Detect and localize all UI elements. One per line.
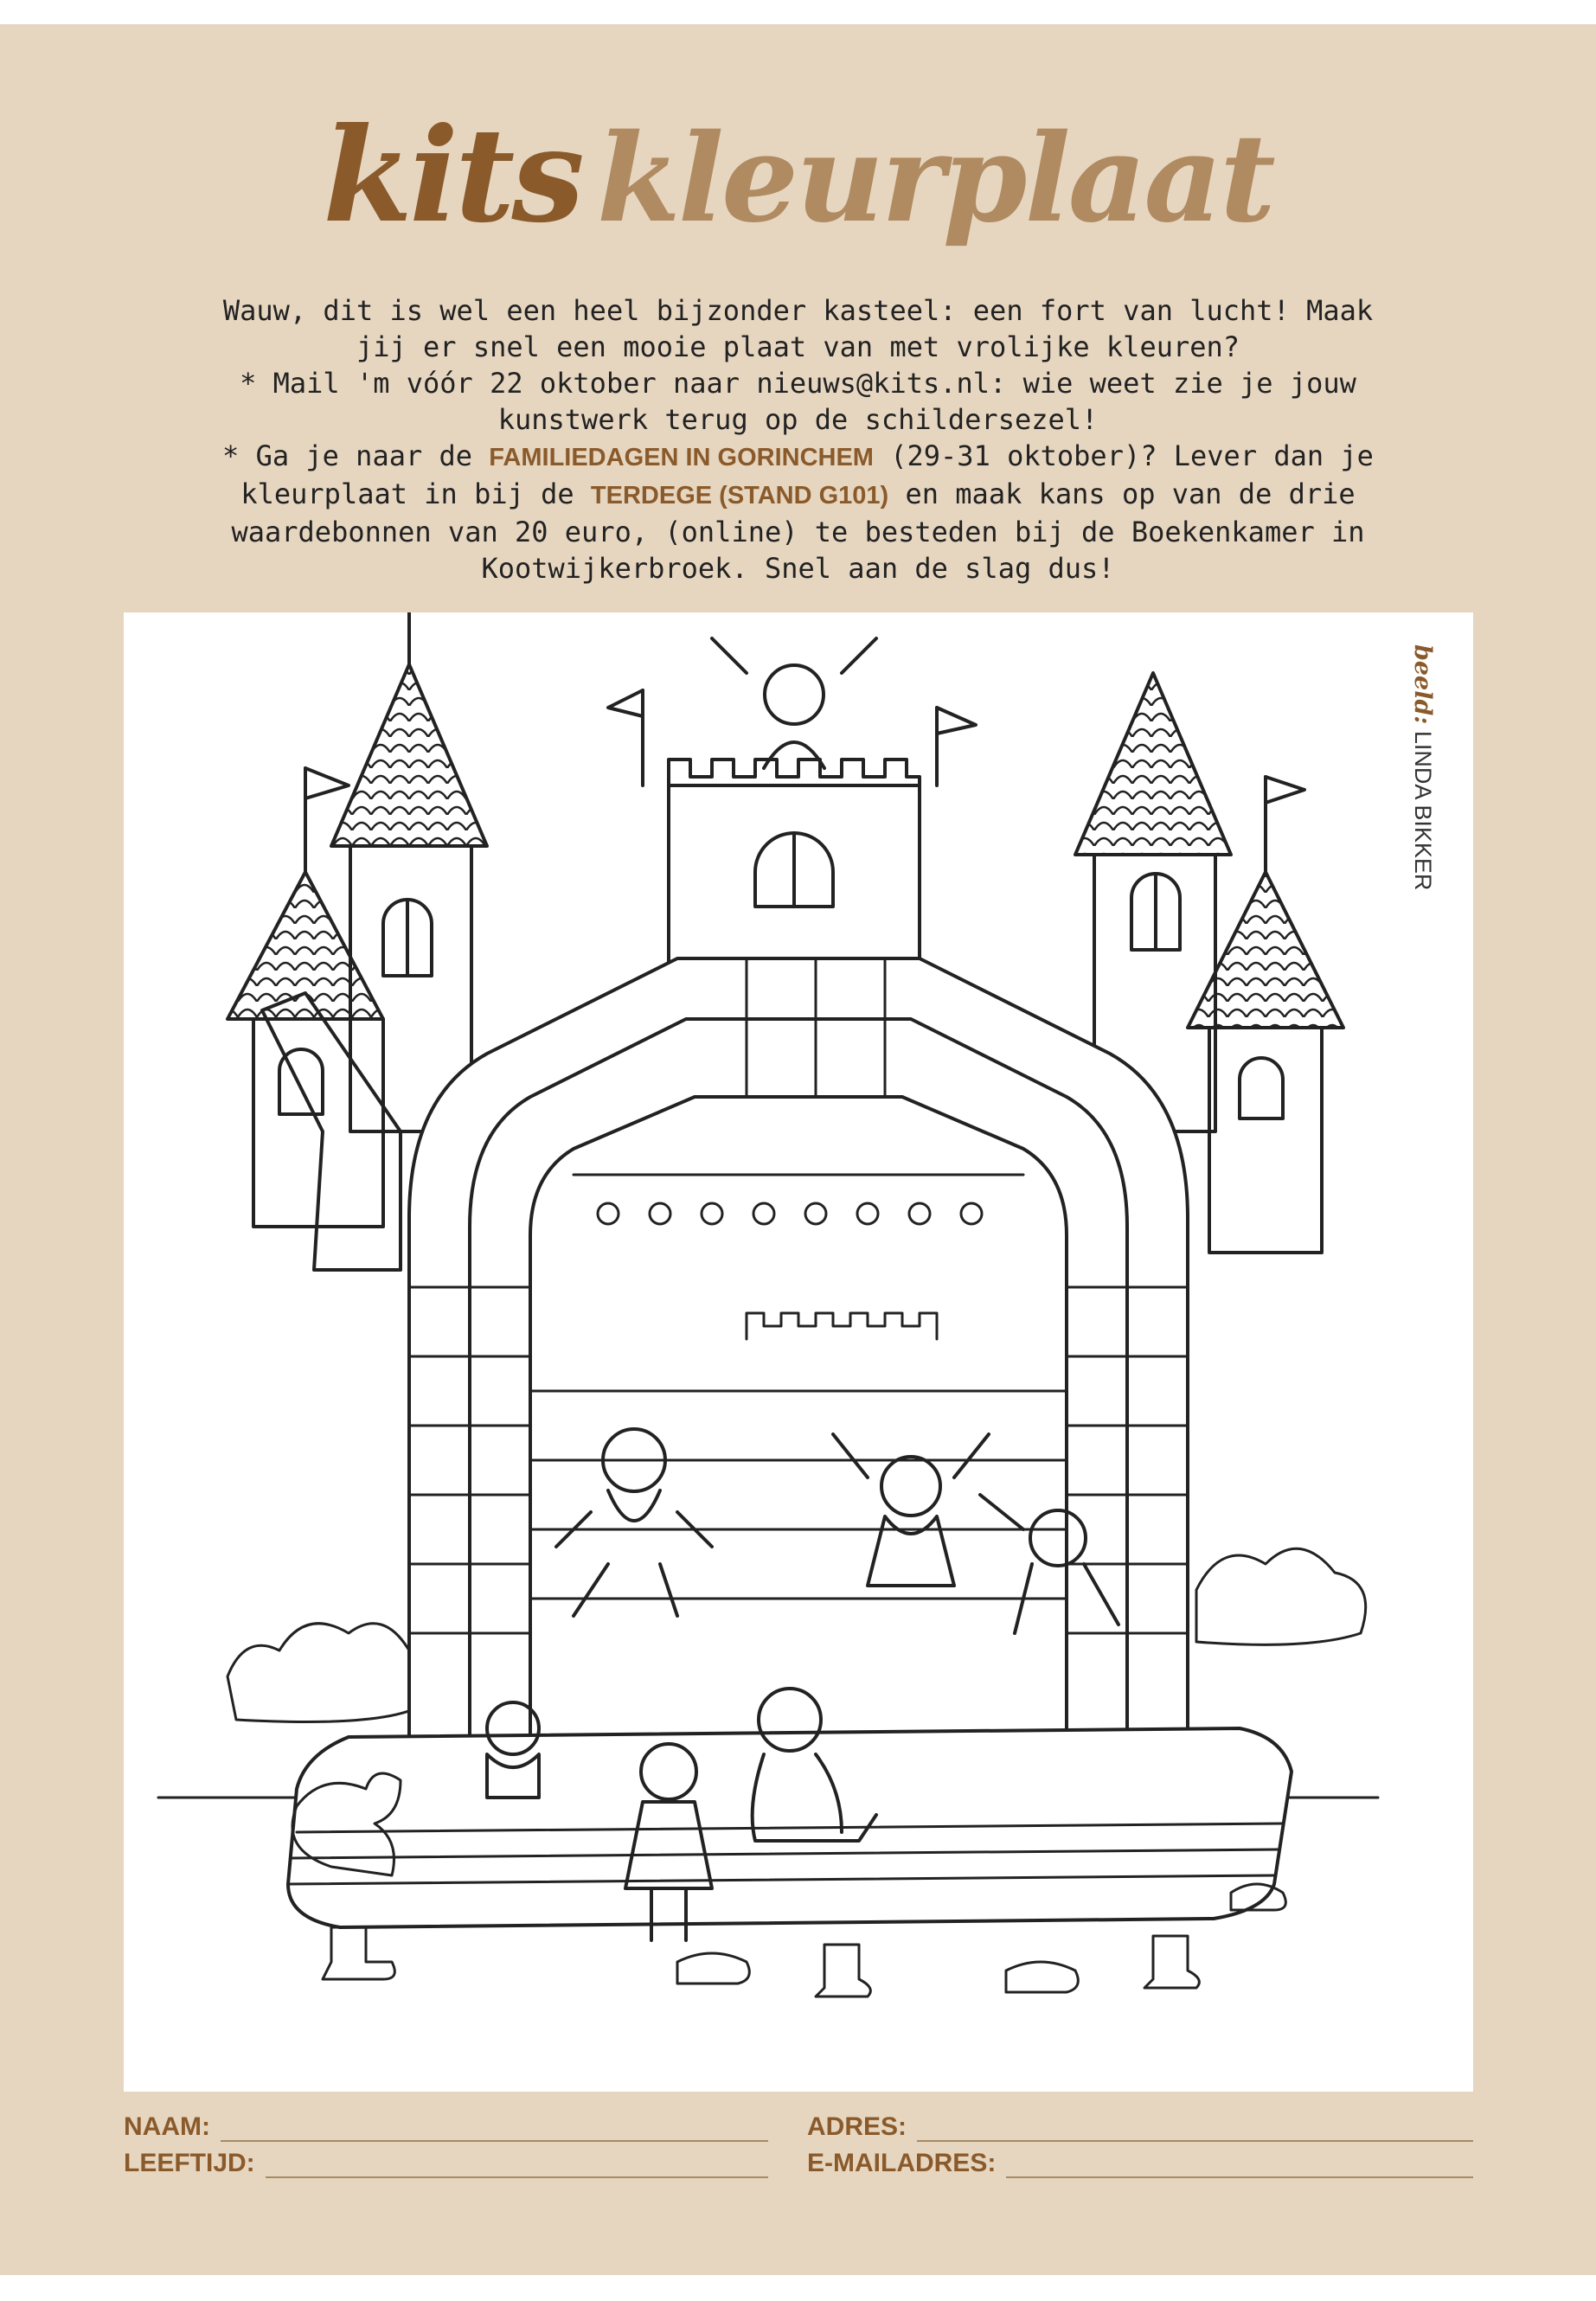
intro-paragraph-1: Wauw, dit is wel een heel bijzonder kasteel: een fort van lucht! Maak jij er snel een mooie plaat van met vrolijke kleuren?: [222, 294, 1374, 363]
intro-text: [208, 292, 1388, 586]
adres-line[interactable]: [917, 2121, 1473, 2142]
adres-label: ADRES:: [807, 2112, 907, 2141]
email-label: E-MAILADRES:: [807, 2149, 997, 2177]
naam-label: NAAM:: [124, 2112, 210, 2141]
image-credit: [1409, 644, 1453, 891]
credit-label: beeld:: [1409, 644, 1436, 725]
leeftijd-line[interactable]: [266, 2157, 768, 2178]
intro-paragraph-2: * Mail 'm vóór 22 oktober naar nieuws@kits.nl: wie weet zie je jouw kunstwerk terug op de schildersezel!: [240, 367, 1356, 436]
credit-name: LINDA BIKKER: [1410, 730, 1436, 891]
naam-field[interactable]: [124, 2112, 768, 2142]
adres-field[interactable]: [807, 2112, 1473, 2142]
page-title: [0, 99, 1596, 252]
naam-line[interactable]: [221, 2121, 768, 2142]
title-kits: kits: [323, 99, 581, 252]
email-line[interactable]: [1006, 2157, 1473, 2178]
event-name: FAMILIEDAGEN IN GORINCHEM: [489, 444, 874, 471]
title-kleurplaat: kleurplaat: [596, 108, 1273, 250]
coloring-picture: [124, 612, 1473, 2092]
leeftijd-label: LEEFTIJD:: [124, 2149, 255, 2177]
leeftijd-field[interactable]: [124, 2149, 768, 2178]
stand-name: TERDEGE (STAND G101): [590, 482, 889, 510]
intro-paragraph-3: * Ga je naar de FAMILIEDAGEN IN GORINCHEM (29-31 oktober)? Lever dan je kleurplaat in bij de TERDEGE (STAND G101) en maak kans op van de drie waardebonnen van 20 euro, (online) te besteden bij de Boekenkamer in Kootwijkerbroek. Snel aan de slag dus!: [222, 439, 1374, 585]
email-field[interactable]: [807, 2149, 1473, 2178]
bouncy-castle-drawing: [124, 612, 1473, 2092]
